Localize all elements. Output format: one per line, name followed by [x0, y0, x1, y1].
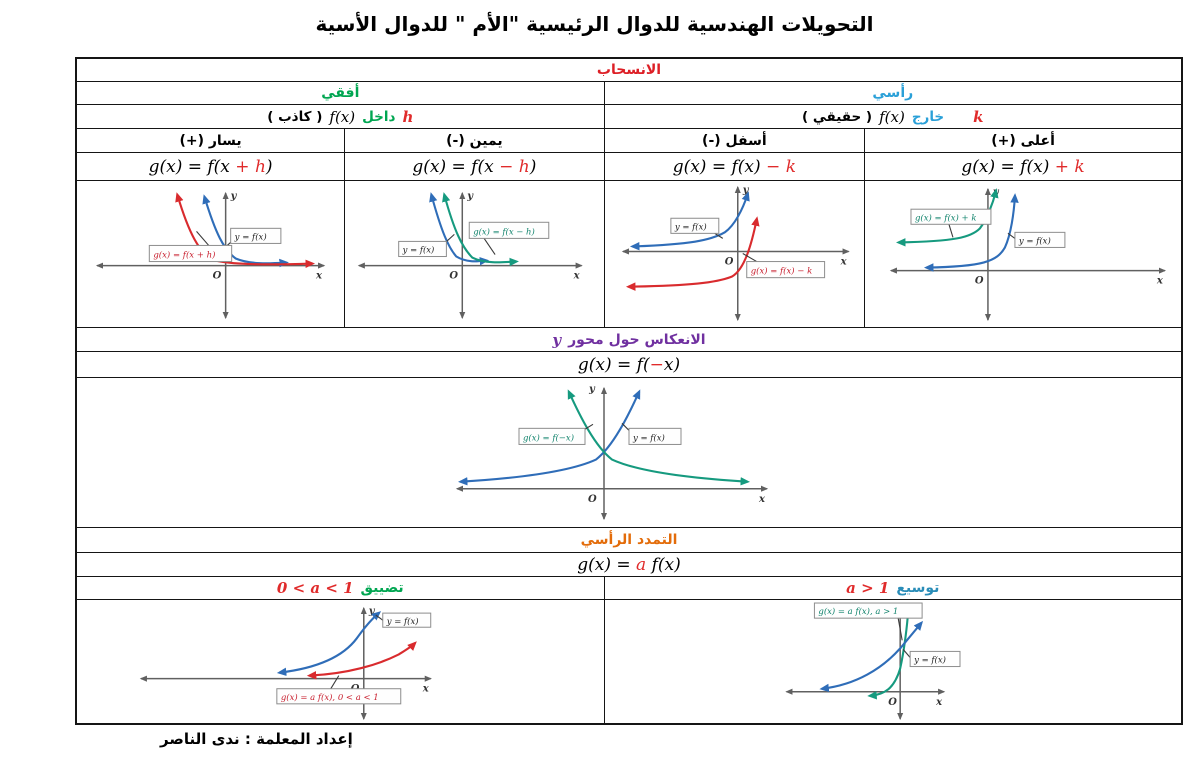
transformations-table: [75, 57, 1183, 725]
expand-heading-cell: [604, 577, 1181, 599]
origin-label: O: [588, 493, 597, 505]
shifted-curve-label: g(x) = f(x + h): [153, 250, 216, 261]
graph-reflection: [77, 378, 1181, 527]
stretch-heading: التمدد الرأسي: [77, 528, 1181, 552]
row-shift-formulas: [77, 153, 1181, 181]
row-direction-headings: [77, 82, 1181, 105]
origin-label: O: [449, 270, 459, 282]
formula-accent: + k: [1054, 156, 1085, 177]
shifted-curve-label: g(x) = f(x − h): [473, 227, 535, 238]
formula-accent: + h: [235, 156, 266, 177]
axis-y-label: y: [589, 384, 595, 396]
compress-condition: 0 < a < 1: [276, 579, 354, 597]
parent-curve-label: y = f(x): [674, 222, 707, 233]
true-note: ( حقيقي ): [802, 108, 873, 125]
formula-shift-down: [604, 153, 865, 180]
graph-cell-shift-right: [344, 181, 603, 327]
graph-compress: [77, 600, 604, 723]
header-shift-up: أعلى (+): [864, 129, 1181, 152]
axis-y-label: y: [742, 185, 749, 197]
axis-x-label: x: [935, 696, 942, 708]
formula-pre: g(x) = f(x): [672, 156, 767, 177]
formula-pre: g(x) = f(x): [961, 156, 1055, 177]
header-shift-right: يمين (-): [344, 129, 603, 152]
shifted-curve-label: g(x) = f(x) + k: [915, 213, 977, 224]
graph-cell-shift-left: [77, 181, 344, 327]
reflection-heading: الانعكاس حول محور: [568, 331, 706, 348]
vertical-parameter-cell: [604, 105, 1181, 128]
horizontal-heading: أفقي: [77, 82, 604, 104]
formula-shift-up: [864, 153, 1181, 180]
scaled-curve: [870, 611, 908, 696]
axis-x-label: x: [1156, 275, 1163, 287]
row-stretch-graphs: [77, 600, 1181, 723]
param-h: h: [402, 107, 414, 126]
reflection-axis: y: [552, 330, 562, 349]
row-reflection-formula: [77, 352, 1181, 378]
parent-curve-label: y = f(x): [234, 232, 267, 243]
horizontal-parameter-cell: [77, 105, 604, 128]
axis-x-label: x: [316, 270, 323, 282]
graph-shift-up: [865, 181, 1181, 327]
compress-heading-cell: [77, 577, 604, 599]
formula-post: ): [529, 156, 537, 177]
row-reflection-heading: [77, 328, 1181, 352]
formula-post: ): [265, 156, 273, 177]
graph-cell-shift-down: [604, 181, 865, 327]
expand-word: توسيع: [896, 580, 940, 596]
false-note: ( كاذب ): [267, 108, 323, 125]
row-shift-graphs: [77, 181, 1181, 328]
formula-pre: g(x) = f(x: [412, 156, 500, 177]
parent-curve-label: y = f(x): [386, 617, 419, 628]
shifted-curve-label: g(x) = f(x) − k: [750, 266, 812, 277]
parent-curve-label: y = f(x): [402, 245, 435, 256]
outside-word: خارج: [911, 108, 945, 125]
graph-cell-expand: [604, 600, 1181, 723]
graph-cell-reflection: [77, 378, 1181, 527]
axis-y-label: y: [993, 187, 999, 199]
scaled-curve: [310, 643, 415, 675]
axis-y-label: y: [368, 606, 375, 618]
origin-label: O: [975, 275, 984, 287]
inside-word: داخل: [362, 108, 396, 125]
formula-stretch: [77, 553, 1181, 576]
formula-reflection: [77, 352, 1181, 377]
axis-x-label: x: [759, 493, 765, 505]
param-k: k: [973, 107, 984, 126]
formula-shift-right: [344, 153, 603, 180]
scaled-curve-label: g(x) = a f(x), a > 1: [817, 607, 898, 618]
translation-heading: الانسحاب: [77, 59, 1181, 81]
reflection-heading-cell: [77, 328, 1181, 351]
origin-label: O: [724, 256, 734, 268]
author-credit: إعداد المعلمة : ندى الناصر: [160, 730, 353, 748]
parent-curve-label: y = f(x): [1019, 236, 1051, 247]
parent-curve: [927, 196, 1015, 267]
axis-y-label: y: [230, 191, 237, 203]
fx-notation: f(x): [329, 107, 356, 126]
page-title: التحويلات الهندسية للدوال الرئيسية "الأم " للدوال الأسية: [315, 12, 874, 36]
formula-accent: a: [636, 554, 647, 575]
vertical-heading: رأسي: [604, 82, 1181, 104]
graph-shift-left: [77, 181, 344, 327]
graph-expand: [605, 600, 1181, 723]
axis-x-label: x: [573, 270, 580, 282]
graph-cell-shift-up: [864, 181, 1181, 327]
formula-accent: −: [649, 354, 664, 375]
axis-x-label: x: [840, 256, 847, 268]
parent-curve-label: y = f(x): [633, 433, 665, 444]
header-shift-down: أسفل (-): [604, 129, 865, 152]
graph-shift-right: [345, 181, 603, 327]
origin-label: O: [212, 270, 222, 282]
compress-word: تضييق: [360, 580, 404, 596]
formula-accent: − h: [499, 156, 530, 177]
scaled-curve-label: g(x) = a f(x), 0 < a < 1: [280, 692, 379, 703]
axis-x-label: x: [422, 683, 429, 695]
fx-notation: f(x): [879, 107, 905, 126]
formula-pre: g(x) = f(: [577, 354, 650, 375]
row-stretch-formula: [77, 553, 1181, 577]
graph-cell-compress: [77, 600, 604, 723]
row-stretch-heading: [77, 528, 1181, 553]
formula-pre: g(x) = f(x: [148, 156, 236, 177]
reflected-curve-label: g(x) = f(−x): [523, 433, 575, 444]
formula-post: x): [663, 354, 681, 375]
parent-curve-label: y = f(x): [913, 655, 946, 666]
graph-shift-down: [605, 181, 865, 327]
origin-label: O: [887, 696, 897, 708]
axis-y-label: y: [467, 191, 474, 203]
row-parameters: [77, 105, 1181, 129]
row-stretch-cases: [77, 577, 1181, 600]
formula-post: f(x): [646, 554, 681, 575]
formula-accent: − k: [766, 156, 796, 177]
formula-shift-left: [77, 153, 344, 180]
row-translation-heading: [77, 59, 1181, 82]
formula-pre: g(x) =: [577, 554, 637, 575]
row-shift-directions: [77, 129, 1181, 153]
expand-condition: a > 1: [846, 579, 890, 597]
header-shift-left: يسار (+): [77, 129, 344, 152]
row-reflection-graph: [77, 378, 1181, 528]
